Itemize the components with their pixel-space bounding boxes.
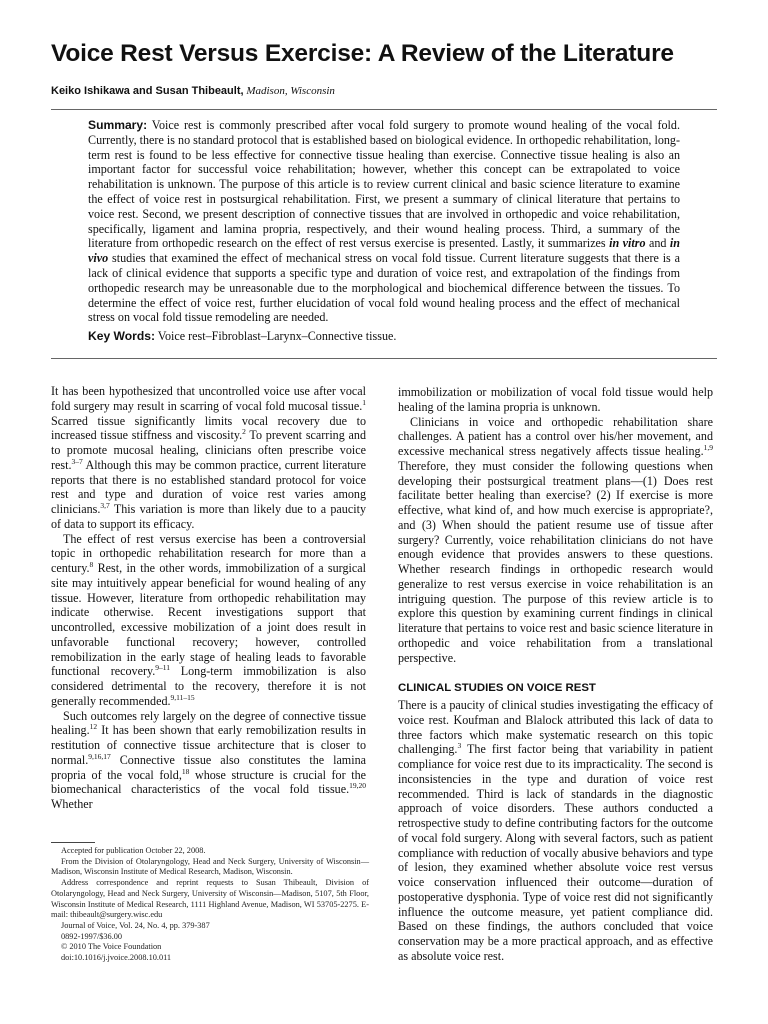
citation: 1,9 [703, 442, 713, 452]
citation: 19,20 [349, 781, 366, 791]
citation: 12 [89, 722, 98, 732]
paragraph: There is a paucity of clinical studies investigating the efficacy of voice rest. Koufman and Blalock attributed this lack of data to three factors which make systematic research on this topic challenging.$^3$ The first factor being that variability in patient compliance for voice rest due to its impracticality. The second is inconsistencies in the type and duration of voice rest recommended. Third is lack of standards in the diagnostic approach of voice disorders. These authors conducted a retrospective study to define contributing factors for the outcome of vocal fold surgery. Along with several factors, such as patient compliance with reduction of vocally abusive behaviors and type of lesion, they examined whether absolute voice rest versus voice conservation influenced their outcome—duration of postoperative dysphonia. Type of voice rest did not significantly influence the outcome measure, yet patient compliance did. Based on these findings, the authors concluded that voice conservation may be a more practical approach, and as effective as absolute voice rest. [398, 698, 714, 963]
summary-text-2: studies that examined the effect of mechanical stress on vocal fold tissue. Current literature suggests that there is a lack of clinical evidence that supports a specific type and duration of voice rest, and extrapolation of the findings from orthopedic research may be unreasonable due to the morphological and biochemical difference between the tissues. To determine the effect of voice rest, further elucidation of vocal fold wound healing process and the effect of mechanical stress on vocal fold tissue remodeling are needed. [88, 251, 680, 325]
citation: 9–11 [155, 663, 171, 673]
summary-text-1: Voice rest is commonly prescribed after vocal fold surgery to promote wound healing of the vocal fold. Currently, there is no standard protocol that is established based on biological evidence. In orthopedic rehabilitation, long-term rest is found to be less effective for connective tissue healing than exercise. Connective tissue healing is also an important factor for successful voice rehabilitation; however, whether this concept can be extrapolated to voice rehabilitation is unknown. The purpose of this article is to review current clinical and basic science literature to examine the effect of voice rest in postsurgical rehabilitation. First, we present a summary of clinical literature that pertains to voice rest. Second, we present description of connective tissues that are involved in orthopedic and voice rehabilitation, specifically, ligament and lamina propria, respectively, and their wound healing process. Third, a summary of the literature from orthopedic research on the effect of rest versus exercise is presented. Lastly, it summarizes [88, 118, 680, 251]
paragraph: Such outcomes rely largely on the degree of connective tissue healing.$^{12}$ It has been shown that early remobilization results in restitution of connective tissue architecture that is closer to normal.$^{9,16,17}$ Connective tissue also constitutes the lamina propria of the vocal fold,$^{18}$ whose structure is crucial for the biomechanical characteristics of the vocal fold tissue.$^{19,20}$ Whether [51, 708, 366, 811]
keywords-text: Voice rest–Fibroblast–Larynx–Connective tissue. [157, 329, 397, 344]
citation: 9,16,17 [88, 751, 111, 761]
article-title: Voice Rest Versus Exercise: A Review of the Literature [51, 40, 674, 67]
footnotes [51, 846, 369, 964]
abstract-top-rule [51, 109, 717, 110]
citation: 18 [181, 766, 190, 776]
citation: 3,7 [100, 500, 110, 510]
citation: 9,11–15 [170, 692, 195, 702]
paragraph: The effect of rest versus exercise has been a controversial topic in orthopedic rehabilitation research for more than a century.$^8$ Rest, in the other words, immobilization of a surgical site may intuitively appear beneficial for wound healing of any tissue. However, literature from orthopedic rehabilitation may indicate otherwise. Recent investigations support that uncontrolled, excessive mobilization of a joint does result in unfavorable functional recovery; however, controlled remobilization in the early stage of healing leads to favorable functional recovery.$^{9-11}$ Long-term immobilization is also considered detrimental to the recovery, therefore it is not generally recommended.$^{9,11-15}$ [51, 531, 366, 708]
author-line [51, 85, 335, 97]
term-in-vivo: in vivo [88, 236, 680, 266]
summary-label: Summary: [88, 118, 148, 132]
left-column [51, 384, 366, 812]
footnote-journal: Journal of Voice, Vol. 24, No. 4, pp. 379-387 [61, 920, 210, 930]
author-names: Keiko Ishikawa and Susan Thibeault, [51, 85, 244, 97]
abstract-summary [88, 118, 680, 325]
abstract-bottom-rule [51, 358, 717, 359]
citation: 2 [242, 427, 246, 437]
citation: 1 [362, 397, 366, 407]
keywords-label: Key Words: [88, 329, 155, 344]
footnote-copyright: © 2010 The Voice Foundation [61, 942, 162, 952]
section-heading: CLINICAL STUDIES ON VOICE REST [398, 682, 596, 695]
paragraph: It has been hypothesized that uncontrolled voice use after vocal fold surgery may result in scarring of vocal fold mucosal tissue.$^1$ Scarred tissue significantly limits vocal recovery due to increased tissue stiffness and viscosity.$^2$ To prevent scarring and to promote mucosal healing, clinicians often prescribe voice rest.$^{3-7}$ Although this may be common practice, current literature reports that there is no established standard protocol for voice rest and type and duration of voice rest varies among clinicians.$^{3,7}$ This variation is more than likely due to a paucity of data to support its efficacy. [51, 384, 367, 531]
paragraph: Clinicians in voice and orthopedic rehabilitation share challenges. A patient has a control over his/her movement, and excessive mechanical stress negatively affects tissue healing.$^{1,9}$ Therefore, they must consider the following questions when developing their postsurgical treatment plans—(1) Does rest facilitate better healing than exercise? (2) If exercise is more effective, what kind of, and how much exercise is appropriate?, and (3) When should the patient resume use of tissue after surgery? Currently, voice rehabilitation clinicians do not have enough evidence that provides answers to these questions. Whether research findings in orthopedic research would generalize to rest versus exercise in voice rehabilitation is an intriguing question. The purpose of this review article is to explore this question by examining current findings in clinical literature that pertains to voice rest and basic science literature in orthopedic and voice rehabilitation from a translational perspective. [398, 414, 713, 665]
citation: 8 [89, 559, 94, 569]
citation: 3–7 [71, 456, 83, 466]
footnote-rule [51, 842, 95, 843]
right-column [398, 385, 713, 964]
abstract-keywords [88, 329, 680, 344]
summary-and: and [648, 236, 667, 251]
term-in-vitro: in vitro [609, 236, 646, 251]
citation: 3 [457, 741, 462, 751]
abstract [88, 118, 680, 344]
author-location: Madison, Wisconsin [246, 85, 335, 97]
footnote-doi[interactable]: doi:10.1016/j.jvoice.2008.10.011 [61, 953, 172, 963]
footnote-issn: 0892-1997/$36.00 [61, 931, 123, 941]
footnote-affiliation: From the Division of Otolaryngology, Head and Neck Surgery, University of Wisconsin—Madison, Wisconsin Institute of Medical Research, Madison, Wisconsin. [51, 856, 369, 877]
footnote-accepted: Accepted for publication October 22, 2008. [61, 846, 206, 855]
footnote-correspondence: Address correspondence and reprint requests to Susan Thibeault, Division of Otolaryngology, Head and Neck Surgery, University of Wisconsin—Madison, 5107, 5th Floor, Wisconsin Institute of Medical Research, 1111 Highland Avenue, Madison, WI 53705-2275. E-mail: thibeault@surgery.wisc.edu [51, 878, 369, 920]
paragraph: immobilization or mobilization of vocal fold tissue would help healing of the lamina propria is unknown. [398, 385, 713, 414]
